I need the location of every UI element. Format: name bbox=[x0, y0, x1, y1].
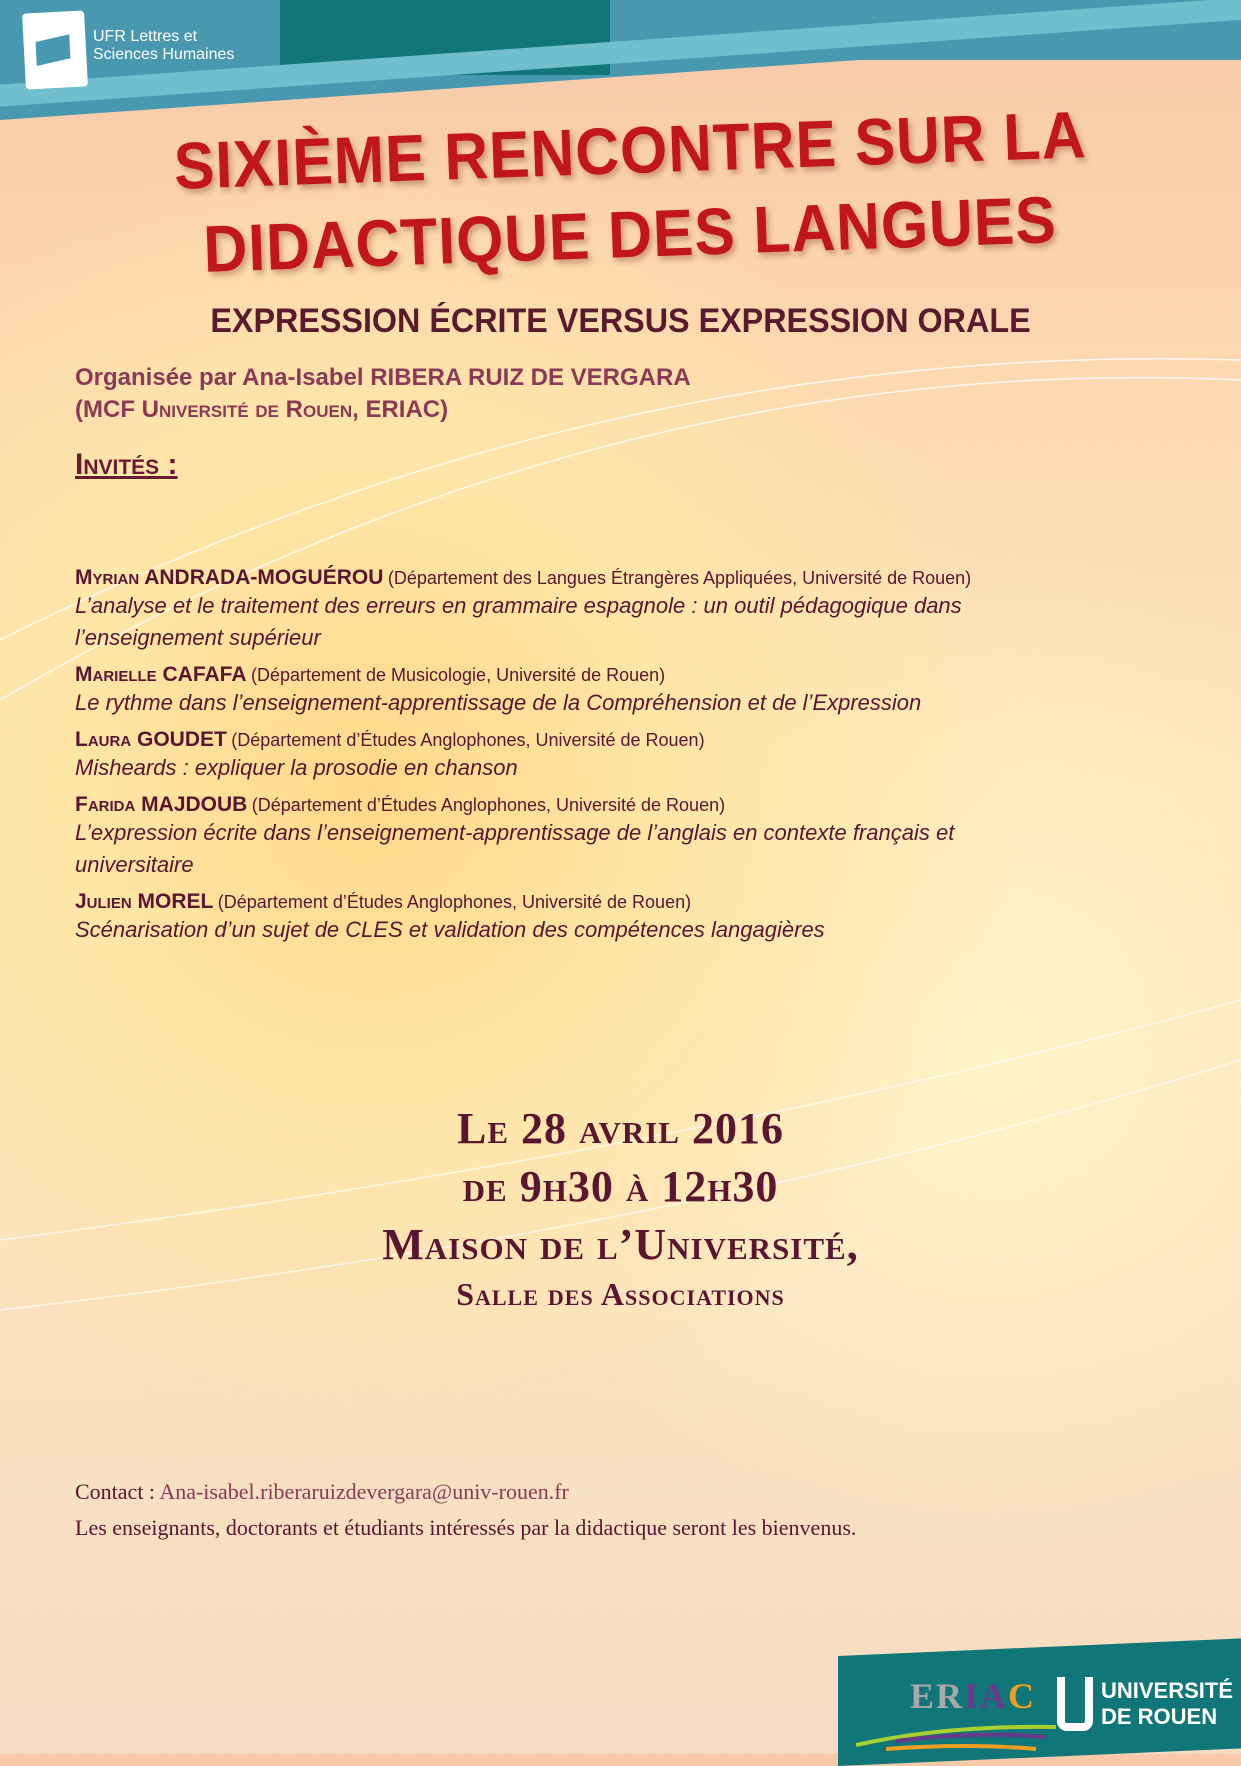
event-place: Maison de l’Université, bbox=[382, 1220, 859, 1269]
event-room: Salle des Associations bbox=[456, 1276, 785, 1312]
ufr-name: UFR Lettres et Sciences Humaines bbox=[93, 28, 235, 63]
guests-heading: Invités : bbox=[75, 448, 178, 481]
title-line1: SIXIÈME RENCONTRE SUR LA bbox=[172, 97, 1088, 203]
event-date: Le 28 avril 2016 bbox=[457, 1104, 784, 1153]
speaker-item: Marielle CAFAFA (Département de Musicologie, Université de Rouen) Le rythme dans l’enseignement-apprentissage de la Compréhension et de l’Expression bbox=[75, 663, 922, 715]
eriac-swoosh-icon bbox=[856, 1715, 1056, 1755]
event-time: de 9h30 à 12h30 bbox=[462, 1162, 779, 1211]
organizer: Organisée par Ana-Isabel RIBERA RUIZ DE VERGARA (MCF Université de Rouen, ERIAC) bbox=[75, 364, 691, 423]
speaker-list bbox=[75, 566, 1175, 955]
eriac-logo: ERIAC bbox=[910, 1676, 1037, 1716]
u-logo-icon bbox=[1057, 1677, 1093, 1731]
ufr-logo-icon bbox=[22, 10, 88, 89]
contact-note: Les enseignants, doctorants et étudiants intéressés par la didactique seront les bienvenus. bbox=[75, 1515, 857, 1540]
speaker-item: Julien MOREL (Département d’Études Anglophones, Université de Rouen) Scénarisation d’un sujet de CLES et validation des compétences langagières bbox=[75, 890, 825, 942]
event-info bbox=[0, 1100, 1241, 1314]
universite-rouen-logo: UNIVERSITÉ DE ROUEN bbox=[1057, 1677, 1233, 1731]
subtitle: EXPRESSION ÉCRITE VERSUS EXPRESSION ORALE bbox=[210, 302, 1031, 340]
speaker-item: Laura GOUDET (Département d’Études Anglophones, Université de Rouen) Misheards : expliquer la prosodie en chanson bbox=[75, 728, 705, 780]
contact-email-link[interactable]: Ana-isabel.riberaruizdevergara@univ-rouen.fr bbox=[159, 1479, 569, 1504]
title-line2: DIDACTIQUE DES LANGUES bbox=[202, 182, 1058, 286]
speaker-item: Farida MAJDOUB (Département d’Études Anglophones, Université de Rouen) L’expression écrite dans l’enseignement-apprentissage de l’anglais en contexte français et universitaire bbox=[75, 793, 955, 877]
speaker-item: Myrian ANDRADA-MOGUÉROU (Département des Langues Étrangères Appliquées, Université de Rouen) L’analyse et le traitement des erreurs en grammaire espagnole : un outil pédagogique dans l’enseignement supérieur bbox=[75, 566, 972, 650]
contact: Contact : Ana-isabel.riberaruizdevergara@univ-rouen.fr Les enseignants, doctorants et étudiants intéressés par la didactique seront les bienvenus. bbox=[75, 1474, 856, 1546]
